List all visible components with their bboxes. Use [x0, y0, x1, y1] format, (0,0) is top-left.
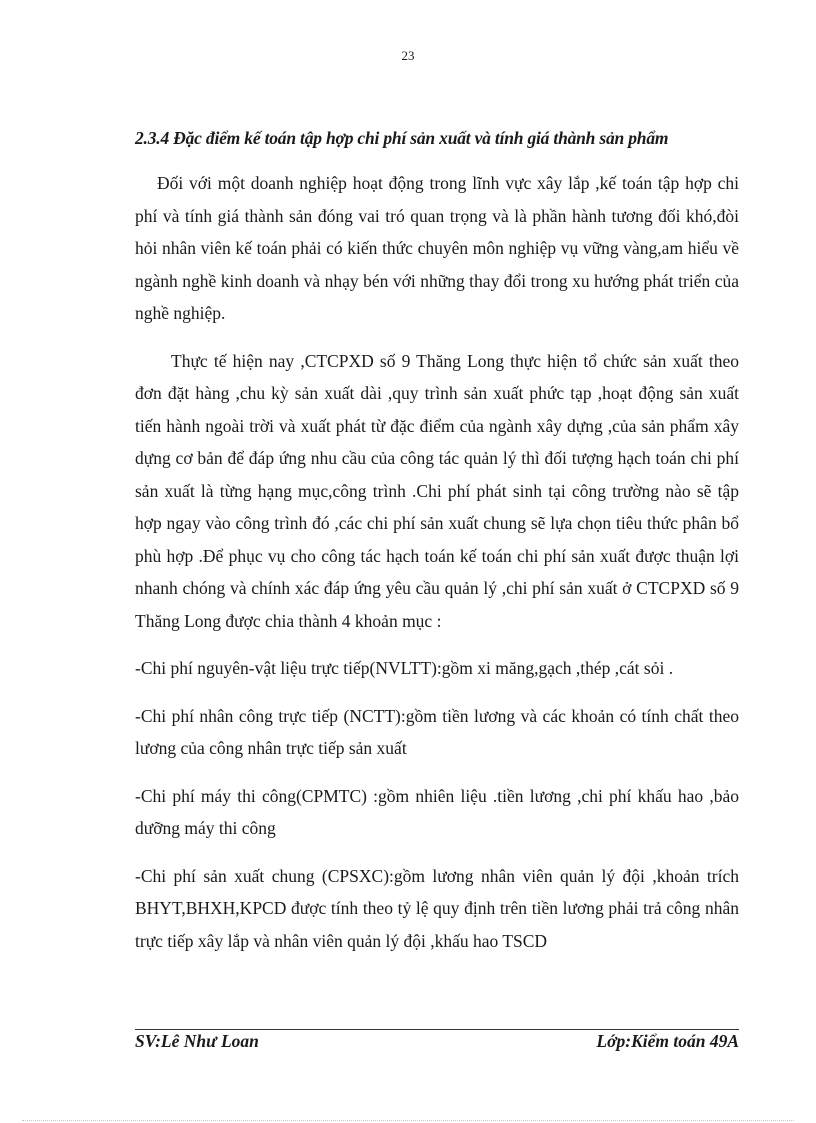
paragraph-intro: Đối với một doanh nghiệp hoạt động trong lĩnh vực xây lắp ,kế toán tập hợp chi phí và tính giá thành sản đóng vai tró quan trọng và là phần hành tương đối khó,đòi hỏi nhân viên kế toán phải có kiến thức chuyên môn nghiệp vụ vững vàng,am hiểu về ngành nghề kinh doanh và nhạy bén với những thay đổi trong xu hướng phát triển của nghề nghiệp. — [135, 173, 739, 323]
document-body — [135, 128, 739, 972]
page-bottom-edge — [22, 1120, 794, 1121]
cost-item-machinery: -Chi phí máy thi công(CPMTC) :gồm nhiên liệu .tiền lương ,chi phí khấu hao ,bảo dưỡng máy thi công — [135, 785, 739, 838]
cost-item-overhead: -Chi phí sản xuất chung (CPSXC):gồm lương nhân viên quản lý đội ,khoản trích BHYT,BHXH,KPCD được tính theo tỷ lệ quy định trên tiền lương phải trả công nhân trực tiếp xây lắp và nhân viên quản lý đội ,khấu hao TSCD — [135, 865, 739, 951]
section-heading: 2.3.4 Đặc điểm kế toán tập hợp chi phí sản xuất và tính giá thành sản phẩm — [135, 128, 669, 148]
footer-student-name: SV:Lê Như Loan — [135, 1031, 259, 1051]
page-footer — [135, 1031, 739, 1052]
page-number: 23 — [401, 48, 415, 63]
cost-item-materials: -Chi phí nguyên-vật liệu trực tiếp(NVLTT):gồm xi măng,gạch ,thép ,cát sỏi . — [135, 658, 674, 678]
cost-item-labor: -Chi phí nhân công trực tiếp (NCTT):gồm tiền lương và các khoản có tính chất theo lương của công nhân trực tiếp sản xuất — [135, 705, 739, 758]
footer-divider — [135, 1029, 739, 1030]
paragraph-context: Thực tế hiện nay ,CTCPXD số 9 Thăng Long thực hiện tổ chức sản xuất theo đơn đặt hàng ,chu kỳ sản xuất dài ,quy trình sản xuất phức tạp ,hoạt động sản xuất tiến hành ngoài trời và xuất phát từ đặc điểm của ngành xây dựng ,của sản phẩm xây dựng cơ bản để đáp ứng nhu cầu của công tác quản lý thì đối tượng hạch toán chi phí sản xuất là từng hạng mục,công trình .Chi phí phát sinh tại công trường nào sẽ tập hợp ngay vào công trình đó ,các chi phí sản xuất chung sẽ lựa chọn tiêu thức phân bổ phù hợp .Để phục vụ cho công tác hạch toán kế toán chi phí sản xuất được thuận lợi nhanh chóng và chính xác đáp ứng yêu cầu quản lý ,chi phí sản xuất ở CTCPXD số 9 Thăng Long được chia thành 4 khoản mục : — [135, 350, 739, 631]
footer-class-name: Lớp:Kiểm toán 49A — [596, 1031, 739, 1051]
